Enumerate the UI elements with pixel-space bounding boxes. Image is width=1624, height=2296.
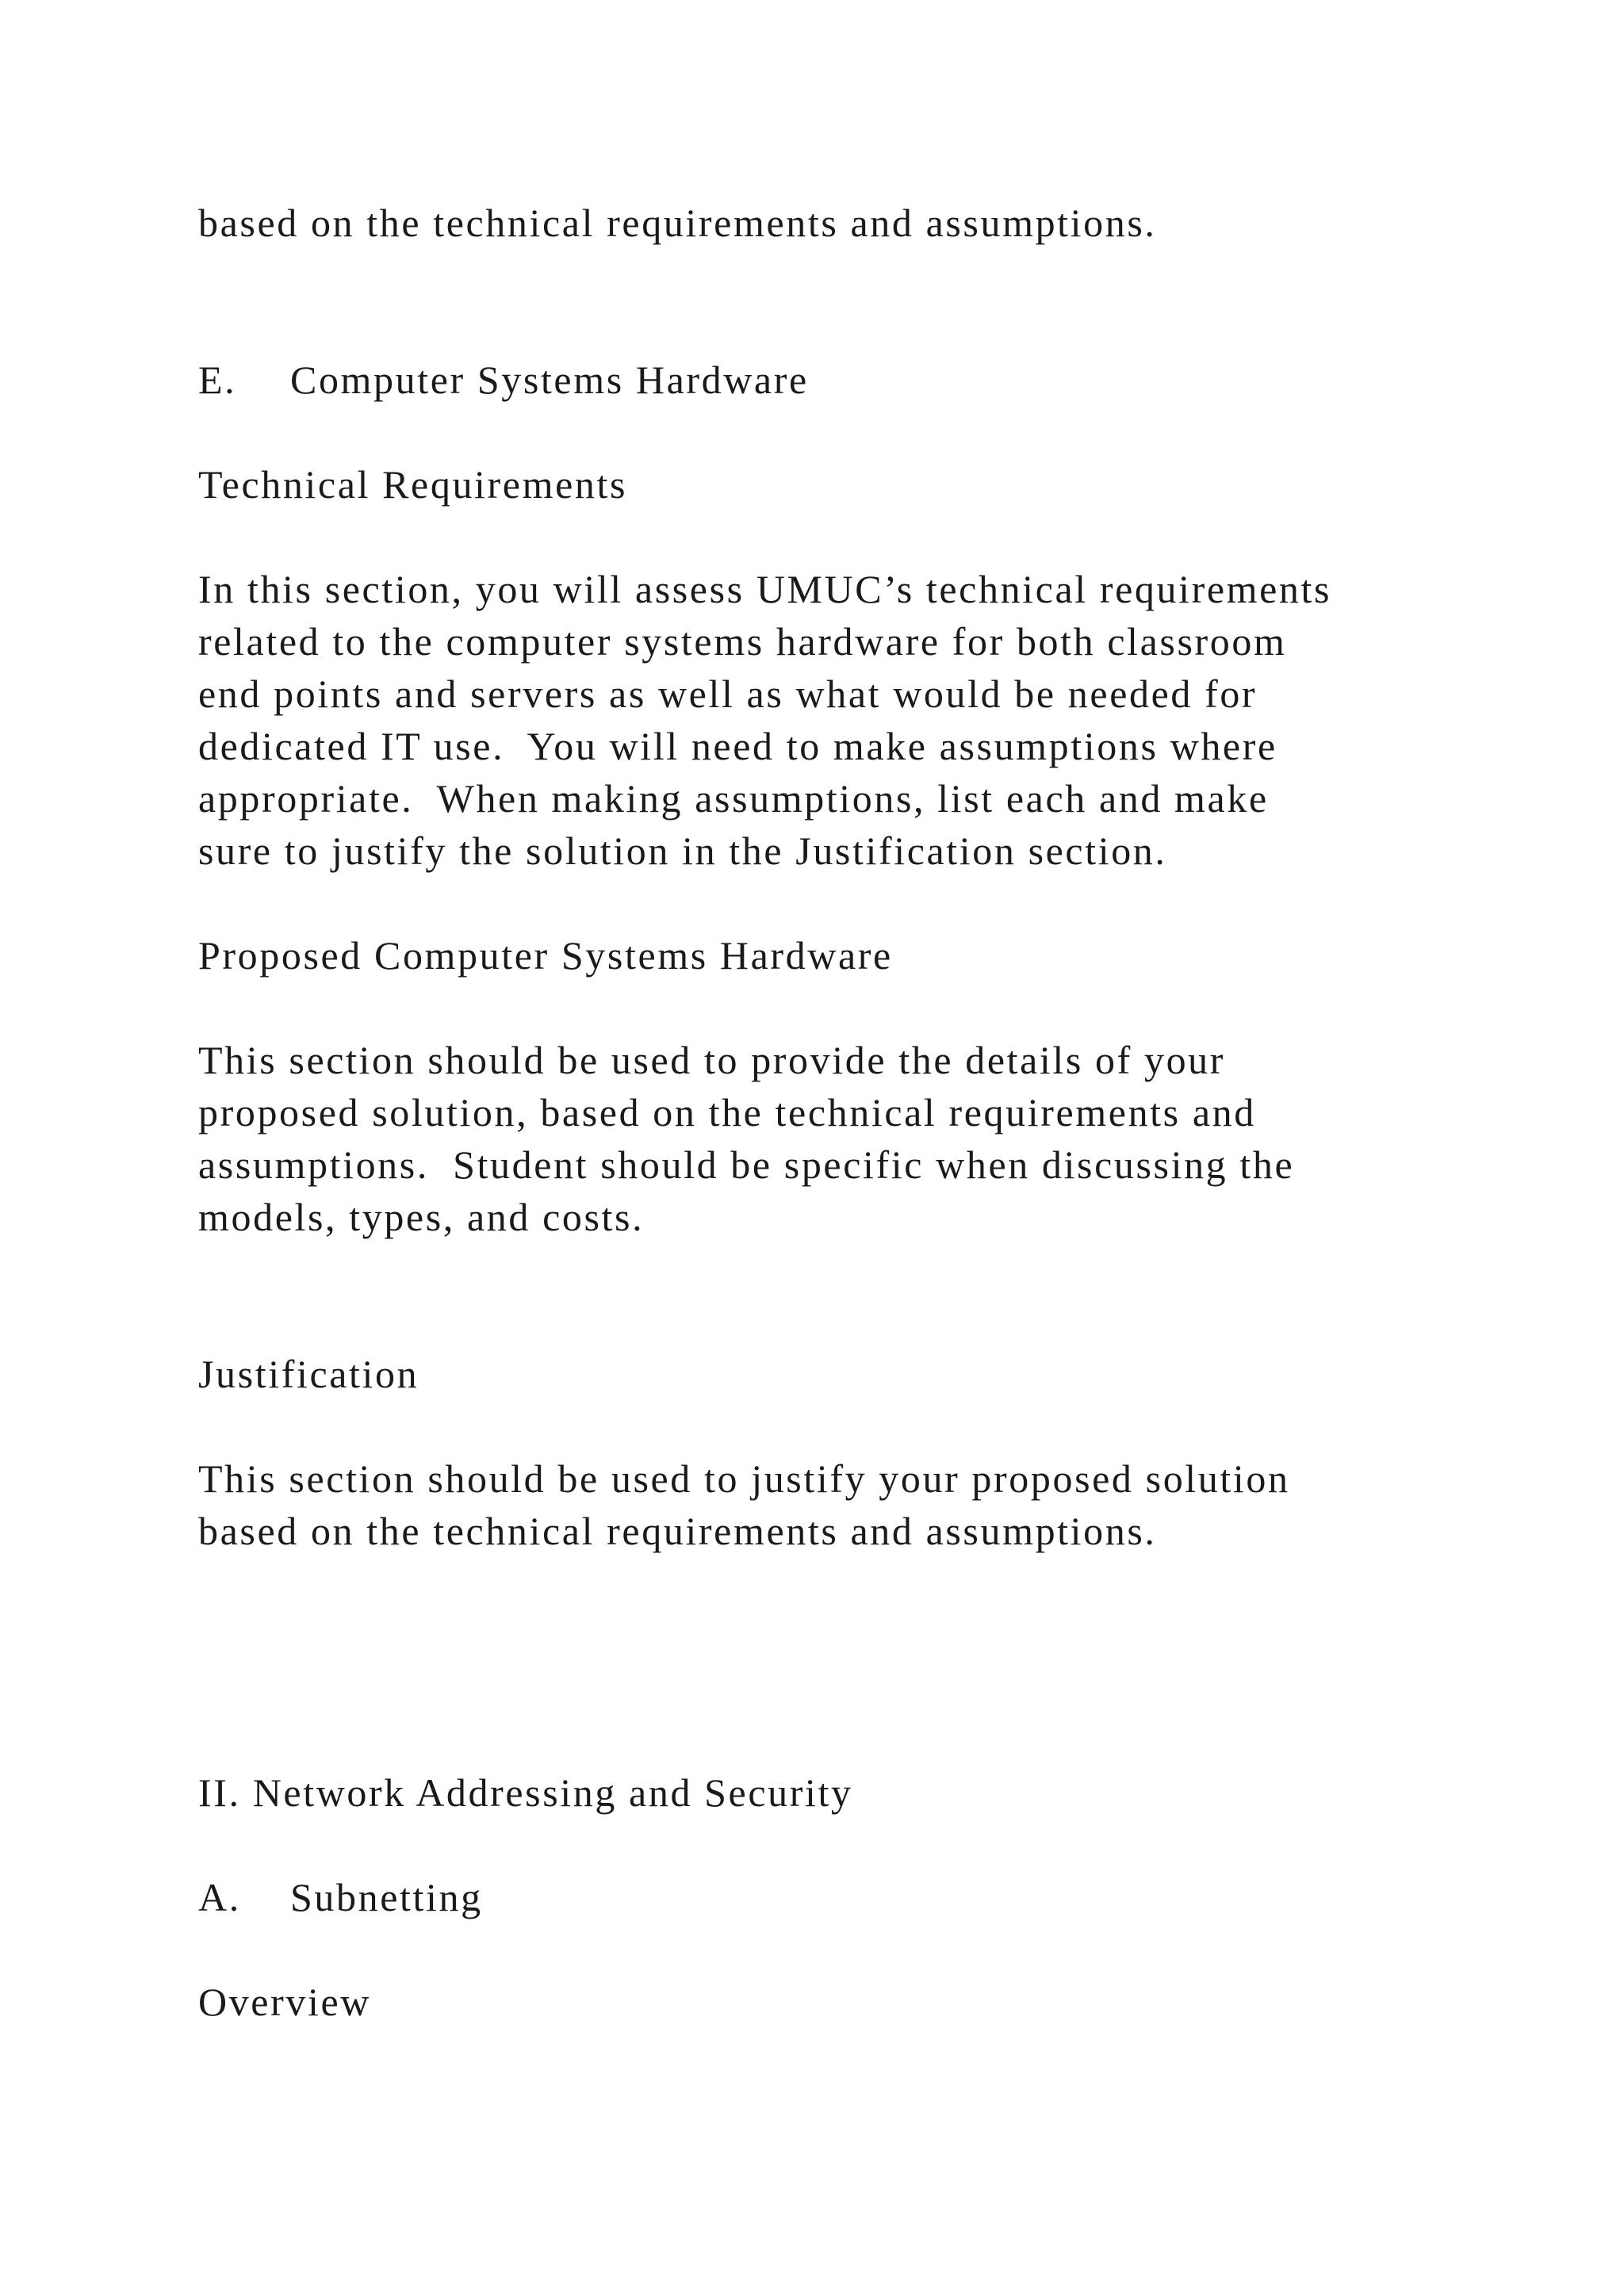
section-title: Computer Systems Hardware (290, 358, 809, 402)
subsection-heading: Overview (198, 1980, 371, 2024)
body-text-line: end points and servers as well as what would be needed for (198, 672, 1258, 716)
subsection-heading: Proposed Computer Systems Hardware (198, 933, 893, 978)
body-text-line: This section should be used to justify your proposed solution (198, 1456, 1290, 1501)
section-heading (198, 1871, 483, 1923)
body-text-line: proposed solution, based on the technical requirements and (198, 1090, 1256, 1135)
body-text-line: sure to justify the solution in the Justification section. (198, 828, 1167, 873)
body-text-line: based on the technical requirements and assumptions. (198, 201, 1157, 245)
chapter-heading: II. Network Addressing and Security (198, 1770, 853, 1815)
subsection-heading: Technical Requirements (198, 462, 628, 507)
body-text-line: dedicated IT use. You will need to make assumptions where (198, 724, 1277, 768)
section-heading (198, 354, 809, 406)
section-title: Subnetting (290, 1875, 483, 1919)
body-text-line: models, types, and costs. (198, 1195, 645, 1239)
body-text-line: appropriate. When making assumptions, list each and make (198, 776, 1269, 821)
body-text-line: In this section, you will assess UMUC’s technical requirements (198, 567, 1332, 611)
section-letter: E. (198, 358, 237, 402)
section-letter: A. (198, 1875, 241, 1919)
subsection-heading: Justification (198, 1352, 419, 1396)
body-text-line: assumptions. Student should be specific when discussing the (198, 1142, 1295, 1187)
body-text-line: This section should be used to provide the details of your (198, 1038, 1226, 1082)
body-text-line: based on the technical requirements and assumptions. (198, 1509, 1157, 1553)
body-text-line: related to the computer systems hardware for both classroom (198, 619, 1287, 664)
